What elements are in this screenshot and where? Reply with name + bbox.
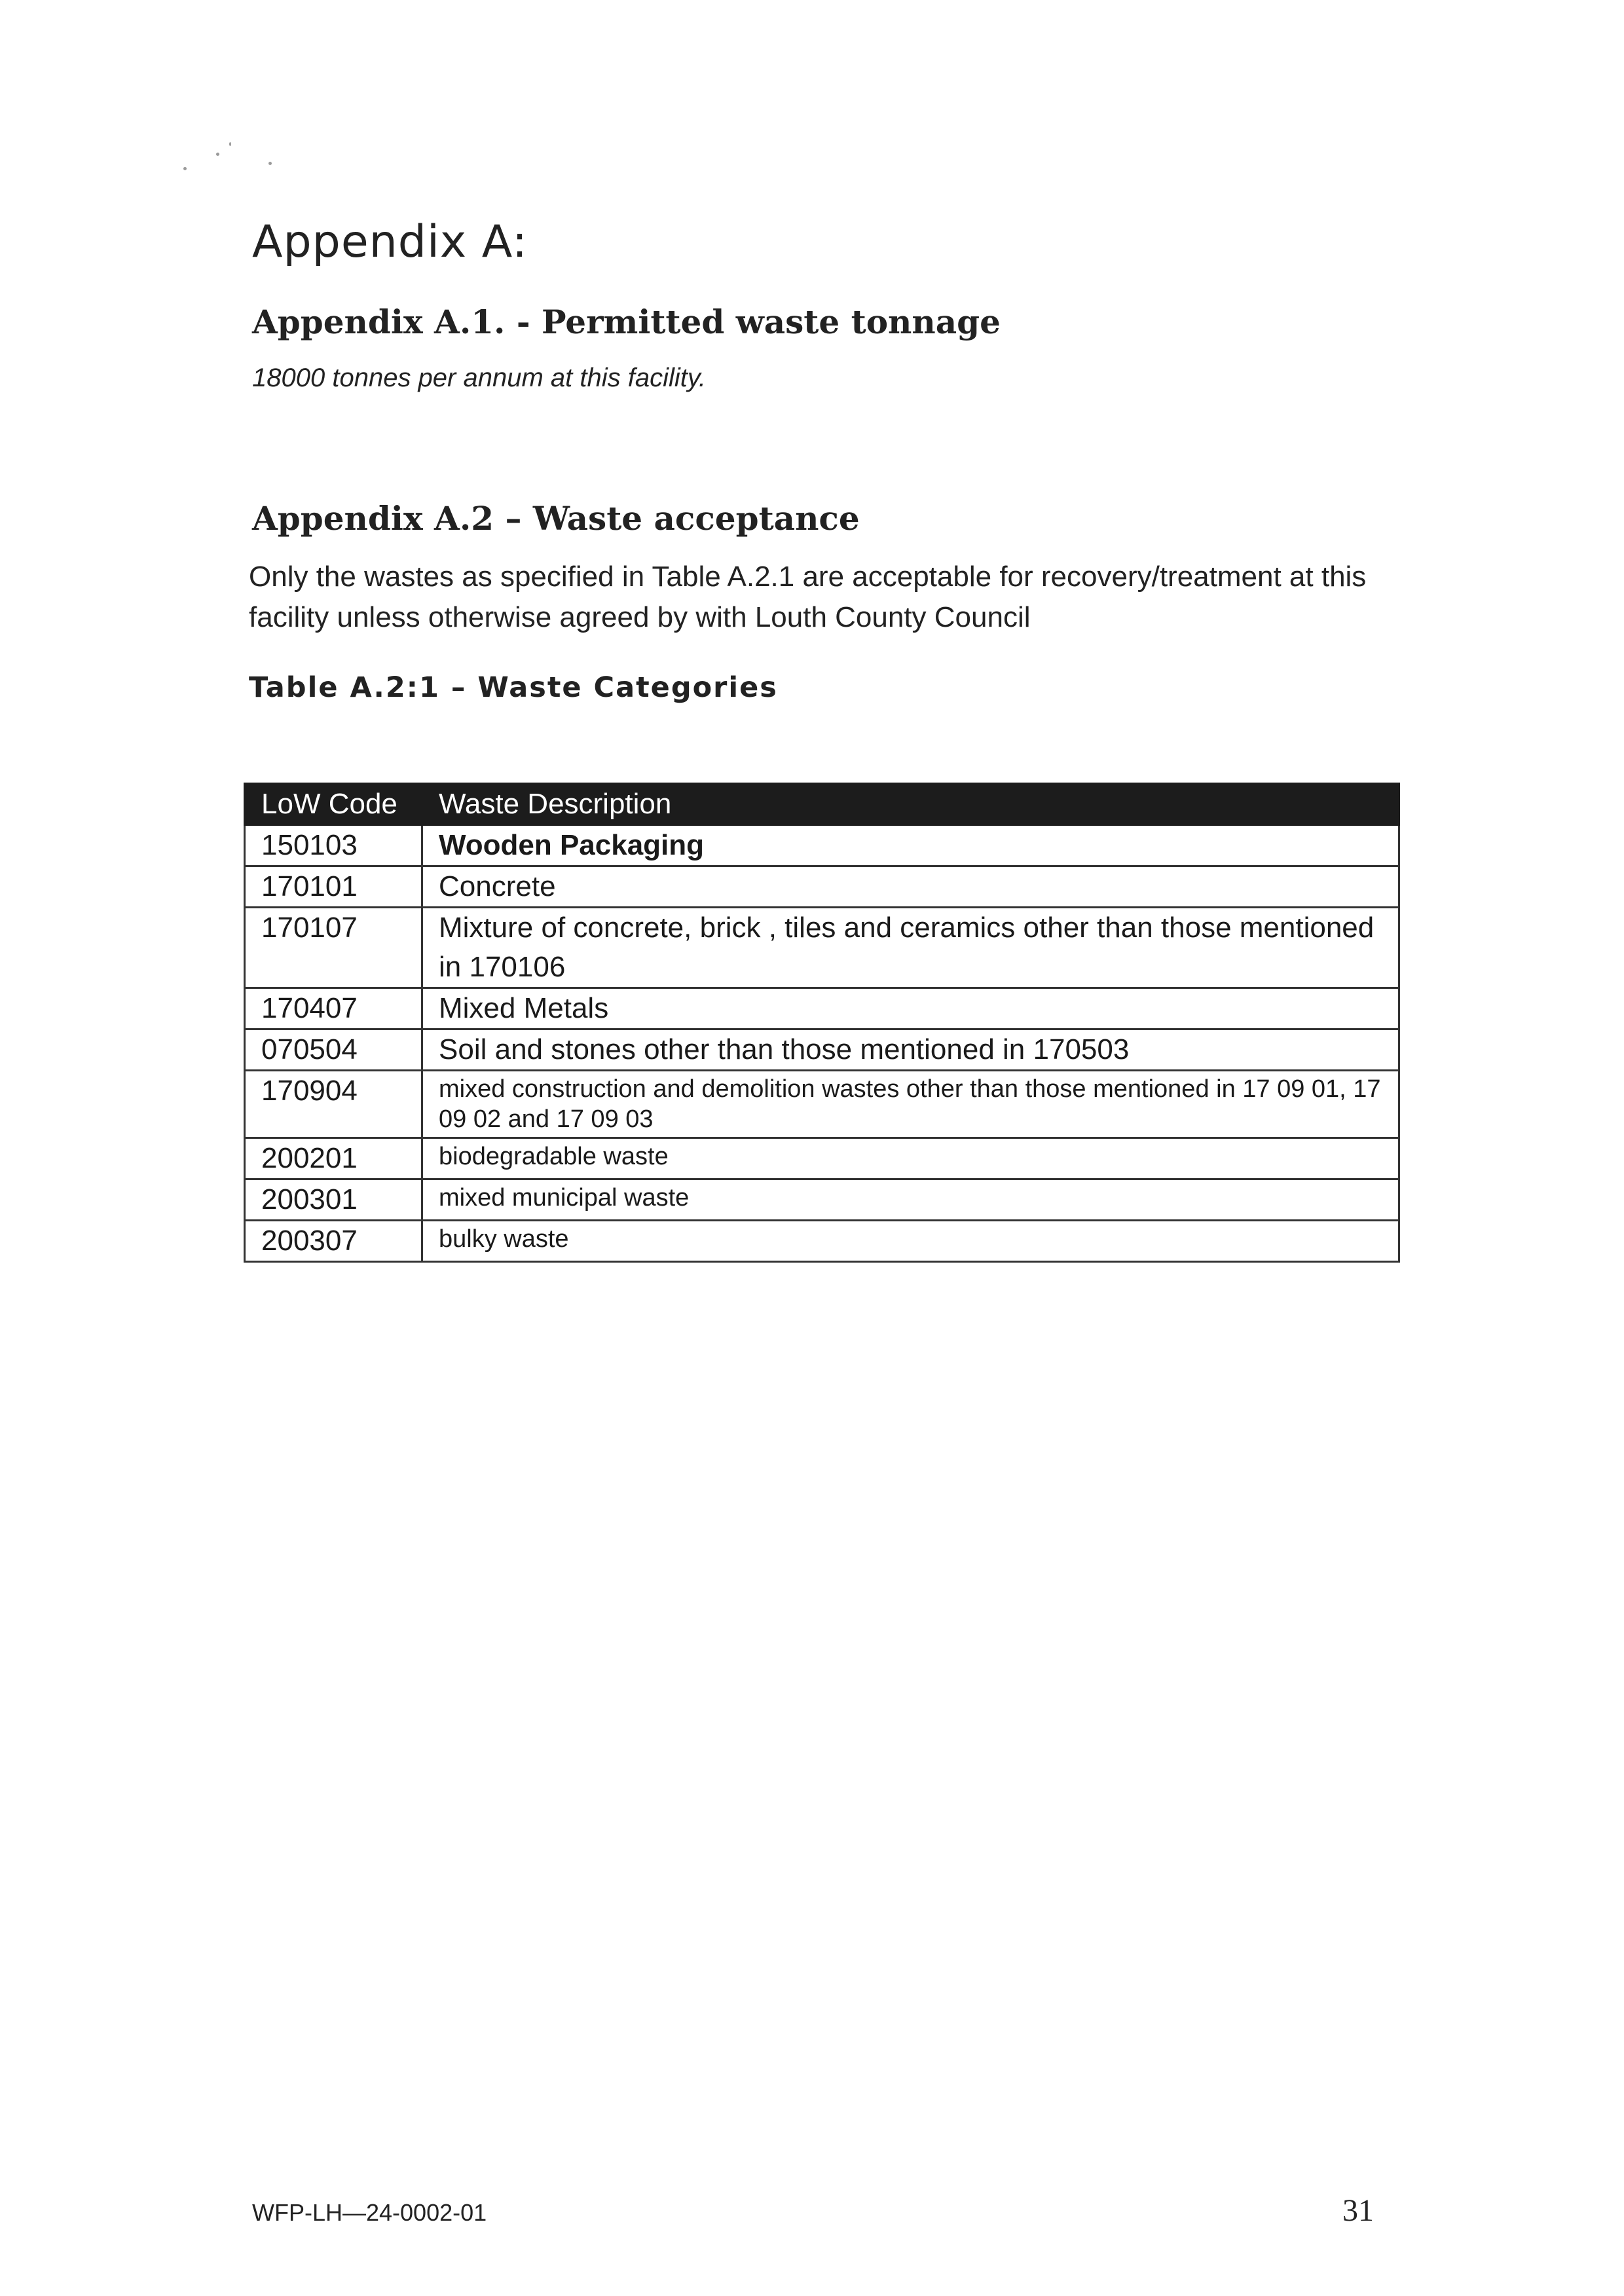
table-row: [245, 1138, 1399, 1179]
description-cell: Wooden Packaging: [422, 825, 1399, 866]
footer-reference: WFP-LH—24-0002-01: [252, 2199, 487, 2226]
waste-categories-table: [244, 783, 1400, 1263]
low-code-cell: 170107: [245, 908, 422, 988]
table-row: [245, 825, 1399, 866]
low-code-cell: 200307: [245, 1221, 422, 1262]
low-code-cell: 150103: [245, 825, 422, 866]
section-a2-heading: Appendix A.2 – Waste acceptance: [252, 499, 860, 538]
scan-specks: [177, 141, 308, 180]
low-code-cell: 200301: [245, 1179, 422, 1221]
table-row: [245, 1029, 1399, 1071]
description-cell: Soil and stones other than those mentioned in 170503: [422, 1029, 1399, 1071]
header-low-code: LoW Code: [245, 784, 422, 825]
table-caption: Table A.2:1 – Waste Categories: [249, 671, 778, 704]
description-cell: bulky waste: [422, 1221, 1399, 1262]
description-cell: Mixture of concrete, brick , tiles and ceramics other than those mentioned in 170106: [422, 908, 1399, 988]
section-a1-heading: Appendix A.1. - Permitted waste tonnage: [252, 303, 1001, 341]
section-a1-text: 18000 tonnes per annum at this facility.: [252, 363, 707, 392]
description-cell: Concrete: [422, 866, 1399, 908]
page-number: 31: [1342, 2193, 1374, 2228]
low-code-cell: 070504: [245, 1029, 422, 1071]
table-row: [245, 1221, 1399, 1262]
low-code-cell: 170904: [245, 1071, 422, 1138]
table-header-row: [245, 784, 1399, 825]
table-row: [245, 1179, 1399, 1221]
table-row: [245, 988, 1399, 1029]
table-row: [245, 908, 1399, 988]
low-code-cell: 200201: [245, 1138, 422, 1179]
appendix-title: Appendix A:: [252, 216, 528, 268]
description-cell: mixed municipal waste: [422, 1179, 1399, 1221]
description-cell: biodegradable waste: [422, 1138, 1399, 1179]
low-code-cell: 170101: [245, 866, 422, 908]
header-waste-description: Waste Description: [422, 784, 1399, 825]
table-row: [245, 1071, 1399, 1138]
table-row: [245, 866, 1399, 908]
description-cell: mixed construction and demolition wastes other than those mentioned in 17 09 01, 17 09 02 and 17 09 03: [422, 1071, 1399, 1138]
section-a2-paragraph: Only the wastes as specified in Table A.2.1 are acceptable for recovery/treatment at this facility unless otherwise agreed by with Louth County Council: [249, 561, 1367, 633]
low-code-cell: 170407: [245, 988, 422, 1029]
description-cell: Mixed Metals: [422, 988, 1399, 1029]
